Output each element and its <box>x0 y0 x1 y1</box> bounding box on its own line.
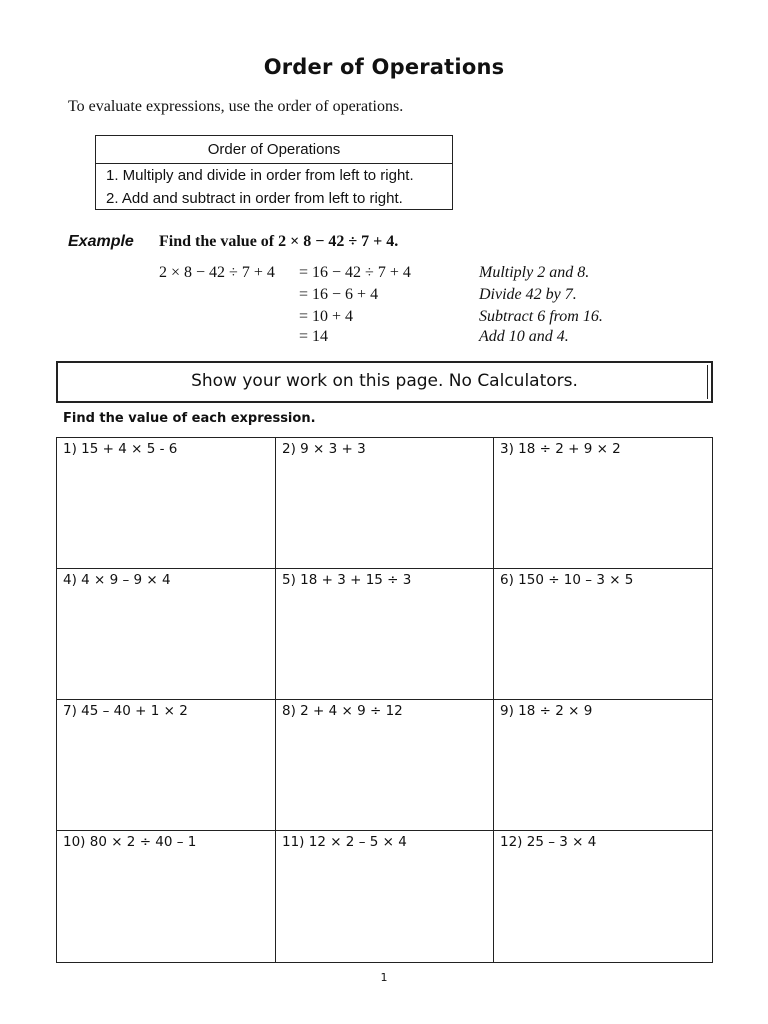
example-step-1-note: Multiply 2 and 8. <box>479 264 590 281</box>
example-step-2-rhs: = 16 − 6 + 4 <box>299 286 379 303</box>
page-title: Order of Operations <box>263 55 505 79</box>
example-step-2-note: Divide 42 by 7. <box>479 286 577 303</box>
problem-cell-11: 11) 12 × 2 – 5 × 4 <box>276 831 494 962</box>
instructions-banner: Show your work on this page. No Calculators. <box>56 361 713 403</box>
problem-cell-3: 3) 18 ÷ 2 + 9 × 2 <box>494 438 712 569</box>
order-rule-1: 1. Multiply and divide in order from left to right. <box>106 167 414 184</box>
problem-cell-8: 8) 2 + 4 × 9 ÷ 12 <box>276 700 494 831</box>
example-prompt: Find the value of 2 × 8 − 42 ÷ 7 + 4. <box>159 233 399 250</box>
problem-cell-1: 1) 15 + 4 × 5 - 6 <box>57 438 276 569</box>
example-step-3-note: Subtract 6 from 16. <box>479 308 603 325</box>
example-step-4-note: Add 10 and 4. <box>479 328 569 345</box>
problem-cell-5: 5) 18 + 3 + 15 ÷ 3 <box>276 569 494 700</box>
intro-text: To evaluate expressions, use the order of operations. <box>68 98 404 115</box>
example-step-3-rhs: = 10 + 4 <box>299 308 354 325</box>
worksheet-instructions: Find the value of each expression. <box>63 411 316 426</box>
order-of-operations-box <box>95 135 453 210</box>
problem-cell-12: 12) 25 – 3 × 4 <box>500 834 597 850</box>
order-rule-2: 2. Add and subtract in order from left to right. <box>106 190 403 207</box>
problem-cell-2: 2) 9 × 3 + 3 <box>276 438 494 569</box>
problem-cell-4: 4) 4 × 9 – 9 × 4 <box>57 569 276 700</box>
example-step-1-rhs: = 16 − 42 ÷ 7 + 4 <box>299 264 411 281</box>
problem-cell-9: 9) 18 ÷ 2 × 9 <box>494 700 712 831</box>
problem-grid <box>56 437 713 963</box>
problem-cell-7: 7) 45 – 40 + 1 × 2 <box>57 700 276 831</box>
order-box-heading: Order of Operations <box>96 136 452 164</box>
problem-cell-10: 10) 80 × 2 ÷ 40 – 1 <box>57 831 276 962</box>
example-step-4-rhs: = 14 <box>299 328 329 345</box>
page-number: 1 <box>380 971 388 984</box>
example-step-1-lhs: 2 × 8 − 42 ÷ 7 + 4 <box>159 264 275 281</box>
example-label: Example <box>68 233 134 250</box>
problem-cell-6: 6) 150 ÷ 10 – 3 × 5 <box>494 569 712 700</box>
